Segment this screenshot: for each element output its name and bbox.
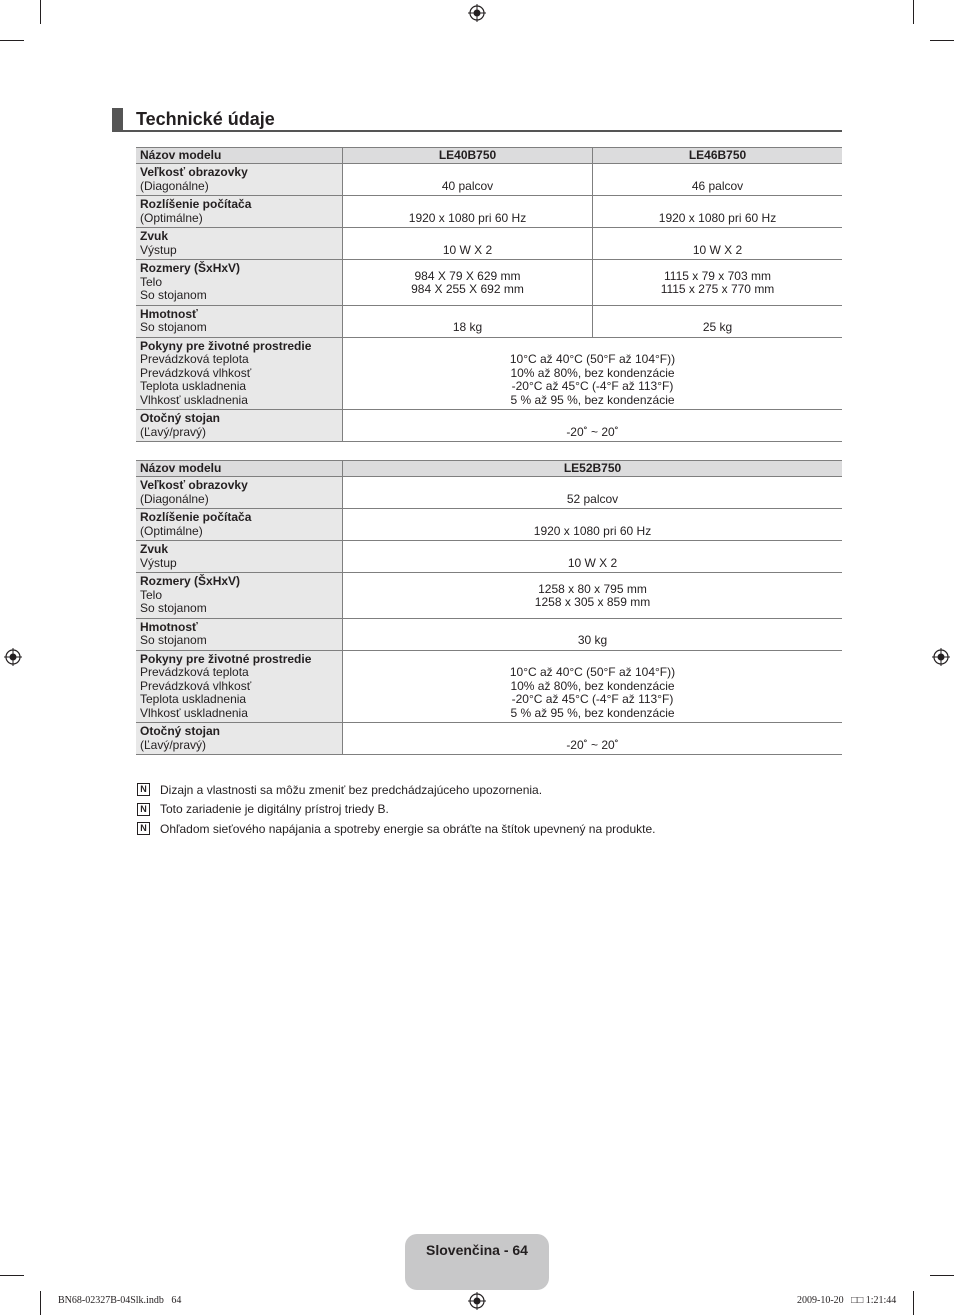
crop-mark xyxy=(930,40,954,41)
row-value xyxy=(343,509,843,541)
row-subtitle: Vlhkosť uskladnenia xyxy=(140,392,248,407)
row-label xyxy=(136,410,343,442)
table-row xyxy=(136,573,842,619)
note-text: Toto zariadenie je digitálny prístroj triedy B. xyxy=(160,802,389,817)
row-subtitle: So stojanom xyxy=(140,288,207,302)
row-subtitle: (Ľavý/pravý) xyxy=(140,424,207,439)
row-title: Hmotnosť xyxy=(140,619,198,634)
row-value xyxy=(343,477,843,509)
registration-mark-icon xyxy=(4,648,22,666)
table-header-row xyxy=(136,148,842,164)
value-line: 52 palcov xyxy=(566,491,619,506)
row-subtitle: Teplota uskladnenia xyxy=(140,379,247,393)
row-subtitle: (Optimálne) xyxy=(140,523,203,538)
row-subtitle: (Ľavý/pravý) xyxy=(140,737,207,752)
table-row xyxy=(136,305,842,337)
row-subtitle: So stojanom xyxy=(140,633,207,647)
row-value xyxy=(593,305,843,337)
row-label xyxy=(136,650,343,723)
row-subtitle: (Diagonálne) xyxy=(140,491,209,506)
row-label xyxy=(136,228,343,260)
row-label xyxy=(136,477,343,509)
value-line: 18 kg xyxy=(452,320,483,334)
table-row xyxy=(136,228,842,260)
crop-mark xyxy=(40,0,41,24)
row-value xyxy=(343,305,593,337)
header-model: LE46B750 xyxy=(593,148,843,164)
row-value xyxy=(343,164,593,196)
row-subtitle: Prevádzková vlhkosť xyxy=(140,678,252,693)
value-line: 10% až 80%, bez kondenzácie xyxy=(510,365,675,380)
row-label xyxy=(136,509,343,541)
row-title: Hmotnosť xyxy=(140,306,198,321)
row-subtitle: So stojanom xyxy=(140,601,207,615)
row-title: Veľkosť obrazovky xyxy=(140,165,248,179)
registration-mark-icon xyxy=(468,4,486,22)
row-value xyxy=(343,337,843,410)
row-title: Zvuk xyxy=(140,542,169,556)
value-line: 10 W X 2 xyxy=(442,242,493,257)
value-line: 1115 x 79 x 703 mm xyxy=(664,268,771,283)
list-item xyxy=(137,800,656,820)
value-line: 30 kg xyxy=(577,633,608,647)
value-line: 10°C až 40°C (50°F až 104°F)) xyxy=(509,352,676,366)
row-subtitle: Prevádzková vlhkosť xyxy=(140,365,252,380)
row-subtitle: Prevádzková teplota xyxy=(140,665,249,679)
title-rule xyxy=(112,130,842,132)
row-value xyxy=(343,618,843,650)
row-subtitle: (Diagonálne) xyxy=(140,178,209,193)
row-title: Zvuk xyxy=(140,229,169,243)
table-row xyxy=(136,650,842,723)
value-line: -20°C až 45°C (-4°F až 113°F) xyxy=(511,379,674,393)
row-title: Otočný stojan xyxy=(140,411,221,425)
value-line: -20˚ ~ 20˚ xyxy=(566,424,619,439)
value-line: 1920 x 1080 pri 60 Hz xyxy=(408,210,527,225)
row-subtitle: Telo xyxy=(140,587,163,602)
list-item xyxy=(137,780,656,800)
row-value xyxy=(343,573,843,619)
row-subtitle: So stojanom xyxy=(140,320,207,334)
table-row xyxy=(136,541,842,573)
row-subtitle: Teplota uskladnenia xyxy=(140,692,247,706)
row-label xyxy=(136,541,343,573)
row-subtitle: Telo xyxy=(140,274,163,289)
crop-mark xyxy=(913,0,914,24)
crop-mark xyxy=(0,40,24,41)
table-row xyxy=(136,337,842,410)
crop-mark xyxy=(40,1291,41,1315)
header-label: Názov modelu xyxy=(136,148,343,164)
row-title: Rozlíšenie počítača xyxy=(140,510,252,524)
value-line: 10% až 80%, bez kondenzácie xyxy=(510,678,675,693)
value-line: 5 % až 95 %, bez kondenzácie xyxy=(510,392,675,407)
page-number: Slovenčina - 64 xyxy=(426,1242,528,1258)
row-label xyxy=(136,573,343,619)
row-value xyxy=(593,260,843,306)
row-value xyxy=(343,410,843,442)
spec-table-2 xyxy=(136,460,842,755)
header-model: LE40B750 xyxy=(343,148,593,164)
value-line: 1920 x 1080 pri 60 Hz xyxy=(533,523,652,538)
row-value xyxy=(343,723,843,755)
table-row xyxy=(136,260,842,306)
row-subtitle: Vlhkosť uskladnenia xyxy=(140,705,248,720)
notes-list xyxy=(137,780,656,839)
print-file-info: BN68-02327B-04Slk.indb 64 xyxy=(58,1295,182,1306)
row-value xyxy=(593,196,843,228)
list-item xyxy=(137,819,656,839)
table-header-row xyxy=(136,461,842,477)
table-row xyxy=(136,723,842,755)
value-line: 40 palcov xyxy=(441,178,494,193)
note-icon: N xyxy=(137,803,150,816)
row-title: Rozlíšenie počítača xyxy=(140,197,252,211)
row-label xyxy=(136,618,343,650)
note-text: Ohľadom sieťového napájania a spotreby energie sa obráťte na štítok upevnený na produkte. xyxy=(160,821,656,836)
row-label xyxy=(136,260,343,306)
table-row xyxy=(136,618,842,650)
value-line: 984 X 255 X 692 mm xyxy=(411,282,524,296)
table-row xyxy=(136,410,842,442)
table-row xyxy=(136,509,842,541)
value-line: 1258 x 305 x 859 mm xyxy=(534,595,651,609)
row-value xyxy=(343,650,843,723)
row-label xyxy=(136,723,343,755)
row-subtitle: Prevádzková teplota xyxy=(140,352,249,366)
value-line: 1258 x 80 x 795 mm xyxy=(538,581,647,596)
row-label xyxy=(136,196,343,228)
crop-mark xyxy=(913,1291,914,1315)
row-value xyxy=(593,164,843,196)
value-line: 25 kg xyxy=(702,320,733,334)
row-title: Veľkosť obrazovky xyxy=(140,478,248,492)
note-icon: N xyxy=(137,783,150,796)
row-title: Pokyny pre životné prostredie xyxy=(140,651,312,666)
value-line: 1115 x 275 x 770 mm xyxy=(660,282,775,296)
value-line: 46 palcov xyxy=(691,178,744,193)
value-line: -20˚ ~ 20˚ xyxy=(566,737,619,752)
value-line: -20°C až 45°C (-4°F až 113°F) xyxy=(511,692,674,706)
value-line: 984 X 79 X 629 mm xyxy=(414,268,521,283)
section-title: Technické údaje xyxy=(136,109,275,129)
row-value xyxy=(343,196,593,228)
row-title: Pokyny pre životné prostredie xyxy=(140,338,312,353)
title-marker xyxy=(112,108,123,130)
crop-mark xyxy=(0,1275,24,1276)
row-subtitle: Výstup xyxy=(140,555,177,570)
crop-mark xyxy=(930,1275,954,1276)
row-title: Rozmery (ŠxHxV) xyxy=(140,261,241,275)
print-timestamp: 2009-10-20 □□ 1:21:44 xyxy=(797,1295,897,1306)
registration-mark-icon xyxy=(468,1292,486,1310)
note-icon: N xyxy=(137,822,150,835)
spec-table-1 xyxy=(136,147,842,442)
row-label xyxy=(136,305,343,337)
note-text: Dizajn a vlastnosti sa môžu zmeniť bez predchádzajúceho upozornenia. xyxy=(160,782,543,797)
value-line: 5 % až 95 %, bez kondenzácie xyxy=(510,705,675,720)
value-line: 10 W X 2 xyxy=(692,242,743,257)
row-value xyxy=(343,541,843,573)
header-model: LE52B750 xyxy=(343,461,843,477)
value-line: 10 W X 2 xyxy=(567,555,618,570)
registration-mark-icon xyxy=(932,648,950,666)
row-title: Otočný stojan xyxy=(140,724,221,738)
row-label xyxy=(136,337,343,410)
row-label xyxy=(136,164,343,196)
row-subtitle: Výstup xyxy=(140,242,177,257)
header-label: Názov modelu xyxy=(136,461,343,477)
table-row xyxy=(136,196,842,228)
row-value xyxy=(593,228,843,260)
value-line: 10°C až 40°C (50°F až 104°F)) xyxy=(509,665,676,679)
row-value xyxy=(343,260,593,306)
row-value xyxy=(343,228,593,260)
value-line: 1920 x 1080 pri 60 Hz xyxy=(658,210,777,225)
row-title: Rozmery (ŠxHxV) xyxy=(140,574,241,588)
table-row xyxy=(136,164,842,196)
row-subtitle: (Optimálne) xyxy=(140,210,203,225)
table-row xyxy=(136,477,842,509)
